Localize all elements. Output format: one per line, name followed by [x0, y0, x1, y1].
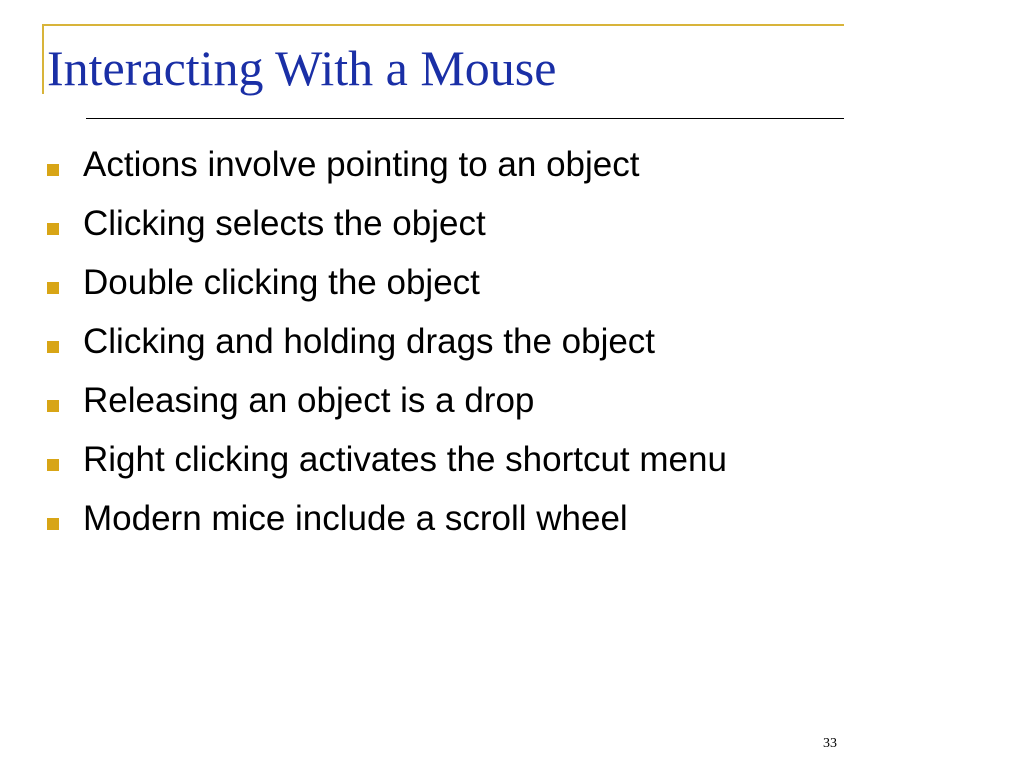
bullet-text: Modern mice include a scroll wheel [83, 499, 628, 538]
square-bullet-icon [47, 282, 59, 294]
frame-top-rule [42, 24, 844, 26]
square-bullet-icon [47, 400, 59, 412]
bullet-list [42, 144, 802, 557]
bullet-item [42, 380, 802, 422]
page-number: 33 [823, 736, 837, 751]
bullet-item [42, 498, 802, 540]
bullet-item [42, 439, 802, 481]
bullet-text: Clicking and holding drags the object [83, 322, 656, 361]
square-bullet-icon [47, 459, 59, 471]
slide-title: Interacting With a Mouse [47, 40, 557, 96]
bullet-text: Right clicking activates the shortcut menu [83, 440, 727, 479]
bullet-text: Double clicking the object [83, 263, 480, 302]
bullet-text: Clicking selects the object [83, 204, 486, 243]
title-underline [86, 118, 844, 119]
bullet-item [42, 144, 802, 186]
bullet-text: Releasing an object is a drop [83, 381, 535, 420]
square-bullet-icon [47, 223, 59, 235]
square-bullet-icon [47, 164, 59, 176]
frame-left-rule [42, 24, 44, 94]
square-bullet-icon [47, 518, 59, 530]
bullet-item [42, 321, 802, 363]
square-bullet-icon [47, 341, 59, 353]
bullet-item [42, 203, 802, 245]
bullet-item [42, 262, 802, 304]
bullet-text: Actions involve pointing to an object [83, 145, 640, 184]
